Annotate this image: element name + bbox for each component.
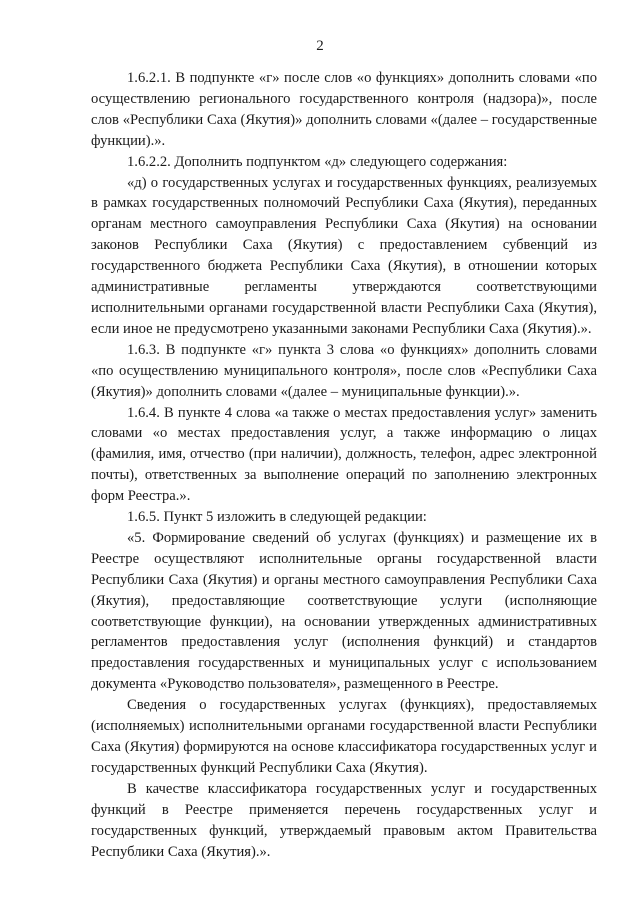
document-body: [91, 68, 597, 862]
page-number: 2: [316, 38, 324, 54]
paragraph-1-6-2-2: 1.6.2.2. Дополнить подпунктом «д» следующего содержания:: [127, 153, 508, 170]
paragraph-1-6-3: 1.6.3. В подпункте «г» пункта 3 слова «о функциях» дополнить словами «по осуществлению муниципального контроля», после слов «Республики Саха (Якутия)» дополнить словами «(далее – муниципальные функции).».: [91, 341, 597, 400]
paragraph-1-6-4: 1.6.4. В пункте 4 слова «а также о местах предоставления услуг» заменить словами «о местах предоставления услуг, а также информацию о лицах (фамилия, имя, отчество (при наличии), должность, телефон, адрес электронной почты), ответственных за выполнение операций по заполнению электронных форм Реестра.».: [91, 404, 597, 505]
paragraph-point-5: «5. Формирование сведений об услугах (функциях) и размещение их в Реестре осуществляют исполнительные органы государственной власти Республики Саха (Якутия) и органы местного самоуправления Республики Саха (Якутия), предоставляющие соответствующие услуги (исполняющие соответствующие функции), на основании утвержденных административных регламентов предоставления услуг (исполнения функций) и стандартов предоставления государственных и муниципальных услуг с использованием документа «Руководство пользователя», размещенного в Реестре.: [91, 529, 597, 693]
paragraph-subpoint-d: «д) о государственных услугах и государственных функциях, реализуемых в рамках государственных полномочий Республики Саха (Якутия), переданных органам местного самоуправления Республики Саха (Якутия) на основании законов Республики Саха (Якутия) с предоставлением субвенций из государственного бюджета Республики Саха (Якутия), в отношении которых административные регламенты утверждаются соответствующими исполнительными органами государственной власти Республики Саха (Якутия), если иное не предусмотрено указанными законами Республики Саха (Якутия).».: [91, 174, 597, 337]
paragraph-state-services-info: Сведения о государственных услугах (функциях), предоставляемых (исполняемых) исполнительными органами государственной власти Республики Саха (Якутия) формируются на основе классификатора государственных услуг и государственных функций Республики Саха (Якутия).: [91, 697, 597, 776]
paragraph-classifier: В качестве классификатора государственных услуг и государственных функций в Реестре применяется перечень государственных услуг и государственных функций, утверждаемый правовым актом Правительства Республики Саха (Якутия).».: [91, 780, 597, 860]
paragraph-1-6-5: 1.6.5. Пункт 5 изложить в следующей редакции:: [127, 509, 427, 526]
paragraph-1-6-2-1: 1.6.2.1. В подпункте «г» после слов «о функциях» дополнить словами «по осуществлению регионального государственного контроля (надзора)», после слов «Республики Саха (Якутия)» дополнить словами «(далее – государственные функции).».: [91, 70, 597, 149]
